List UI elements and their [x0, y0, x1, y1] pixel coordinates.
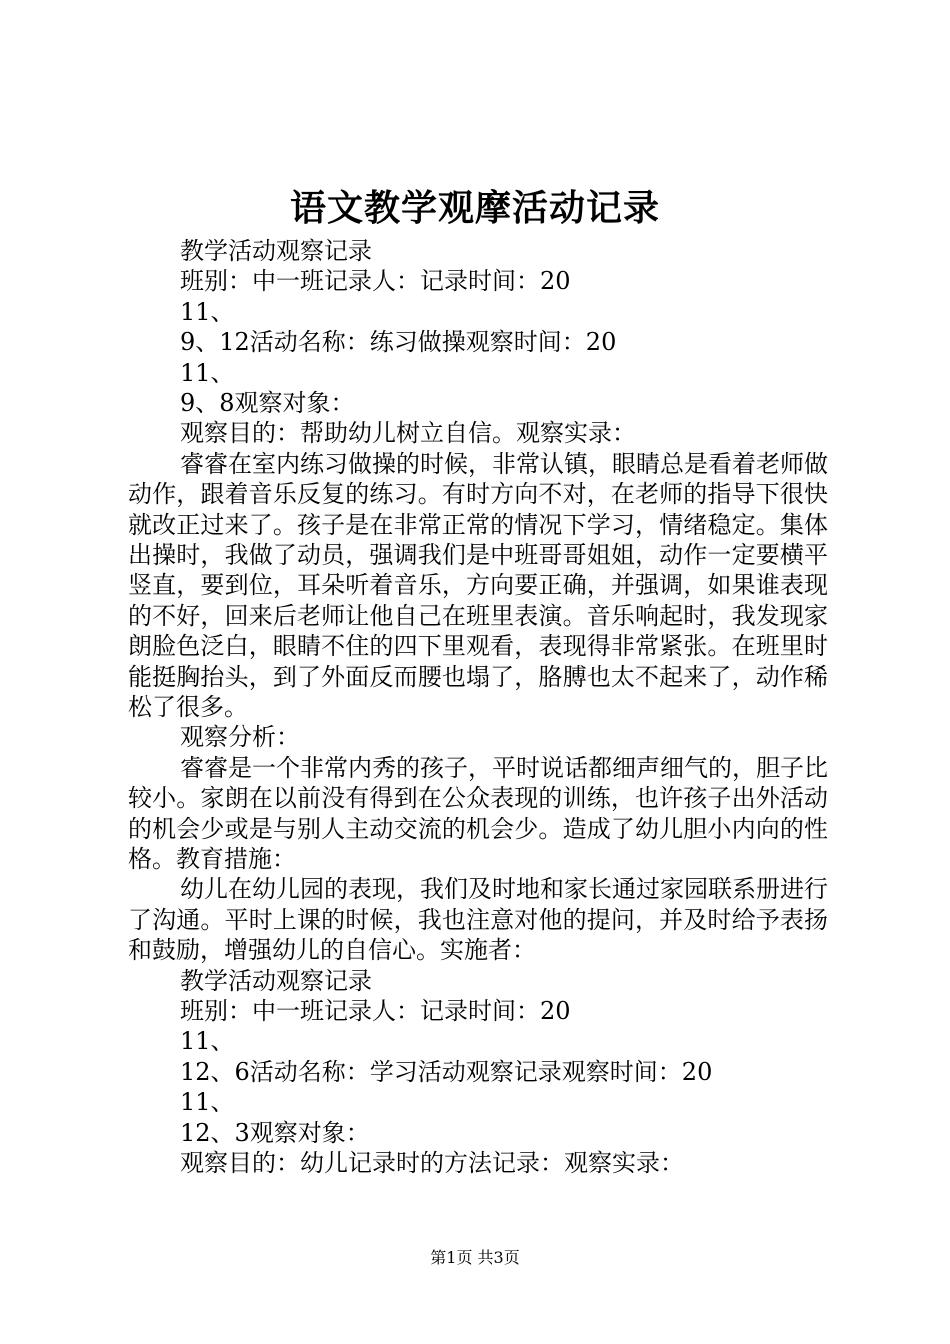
class-info-line: 班别：中一班记录人：记录时间：20	[180, 267, 571, 296]
class-info-line: 班别：中一班记录人：记录时间：20	[180, 997, 571, 1026]
analysis-label: 观察分析：	[180, 723, 300, 752]
observation-goal-line: 观察目的：幼儿记录时的方法记录：观察实录：	[180, 1148, 684, 1177]
date-fragment-line: 11、	[180, 297, 235, 326]
observation-goal-line: 观察目的：帮助幼儿树立自信。观察实录：	[180, 419, 636, 448]
date-fragment-line: 11、	[180, 1027, 235, 1056]
date-fragment-line: 11、	[180, 1088, 235, 1117]
observation-target-line: 12、3观察对象：	[180, 1118, 370, 1147]
document-body	[128, 236, 828, 1178]
record-heading: 教学活动观察记录	[180, 966, 372, 995]
measures-paragraph: 幼儿在幼儿园的表现，我们及时地和家长通过家园联系册进行了沟通。平时上课的时候，我也注意对他的提问，并及时给予表扬和鼓励，增强幼儿的自信心。实施者：	[128, 875, 828, 965]
record-heading: 教学活动观察记录	[180, 237, 372, 265]
activity-name-line: 9、12活动名称：练习做操观察时间：20	[180, 328, 617, 357]
observation-target-line: 9、8观察对象：	[180, 388, 355, 417]
date-fragment-line: 11、	[180, 358, 235, 387]
observation-record-paragraph: 睿睿在室内练习做操的时候，非常认镇，眼睛总是看着老师做动作，跟着音乐反复的练习。有时方向不对，在老师的指导下很快就改正过来了。孩子是在非常正常的情况下学习，情绪稳定。集体出操时，我做了动员，强调我们是中班哥哥姐姐，动作一定要横平竖直，要到位，耳朵听着音乐，方向要正确，并强调，如果谁表现的不好，回来后老师让他自己在班里表演。音乐响起时，我发现家朗脸色泛白，眼睛不住的四下里观看，表现得非常紧张。在班里时能挺胸抬头，到了外面反而腰也塌了，胳膊也太不起来了，动作稀松了很多。	[128, 449, 828, 721]
activity-name-line: 12、6活动名称：学习活动观察记录观察时间：20	[180, 1057, 713, 1086]
page-number-footer: 第1页 共3页	[430, 1248, 520, 1267]
analysis-paragraph: 睿睿是一个非常内秀的孩子，平时说话都细声细气的，胆子比较小。家朗在以前没有得到在公众表现的训练，也许孩子出外活动的机会少或是与别人主动交流的机会少。造成了幼儿胆小内向的性格。教育措施：	[128, 753, 828, 873]
document-title: 语文教学观摩活动记录	[289, 187, 660, 229]
